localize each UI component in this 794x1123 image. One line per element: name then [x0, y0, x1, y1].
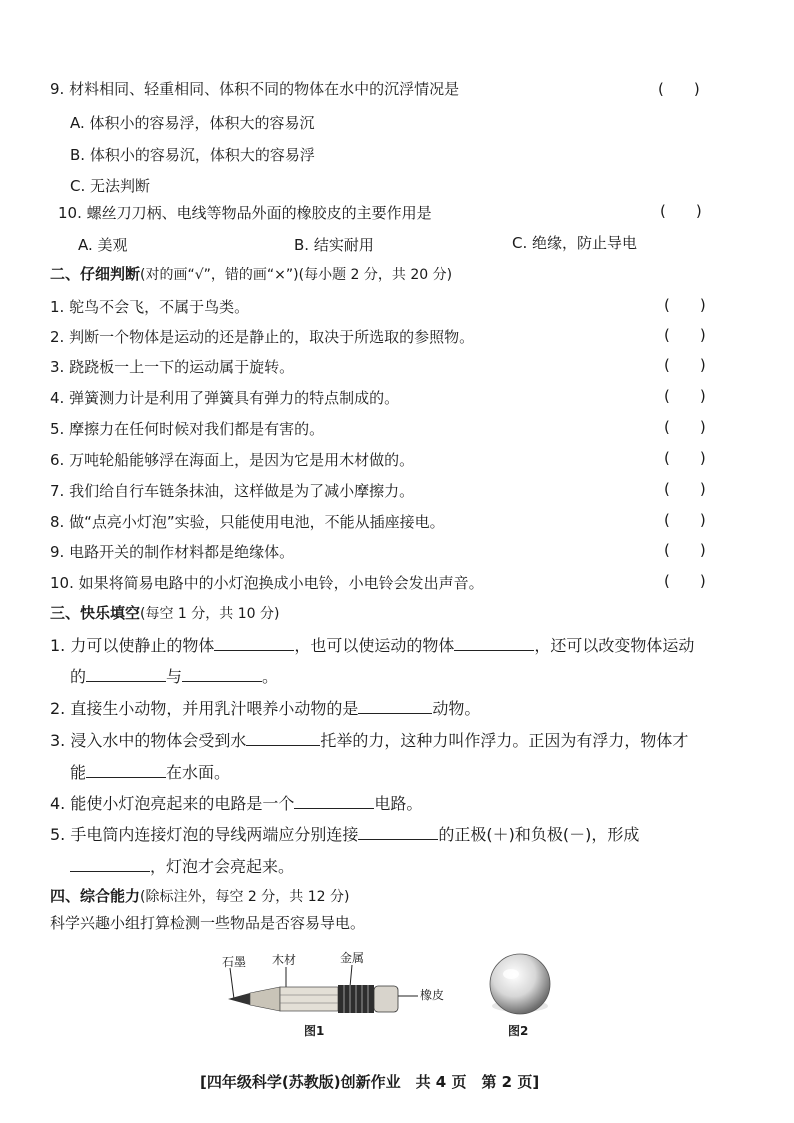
judge-paren[interactable]: ( ) — [664, 356, 706, 374]
judge-paren[interactable]: ( ) — [664, 511, 706, 529]
fill-blank[interactable] — [86, 761, 166, 778]
q9-answer-paren[interactable]: ( ) — [658, 80, 700, 98]
q9-option-b: B. 体积小的容易沉，体积大的容易浮 — [70, 146, 315, 164]
fill-blank[interactable] — [86, 665, 166, 682]
fill-text: 5. 手电筒内连接灯泡的导线两端应分别连接 — [50, 825, 359, 844]
label-graphite: 石墨 — [222, 955, 247, 969]
fig1-caption: 图1 — [304, 1024, 325, 1038]
judge-paren[interactable]: ( ) — [664, 296, 706, 314]
section2-heading — [50, 263, 452, 286]
fill-text: 3. 浸入水中的物体会受到水 — [50, 731, 247, 750]
fill-blank[interactable] — [214, 634, 294, 651]
fill-text: 4. 能使小灯泡亮起来的电路是一个 — [50, 794, 295, 813]
judge-paren[interactable]: ( ) — [664, 541, 706, 559]
fill-q3-line2 — [70, 761, 230, 784]
section2-title: 二、仔细判断 — [50, 265, 141, 283]
fill-text: 托举的力，这种力叫作浮力。正因为有浮力，物体才 — [320, 731, 689, 750]
fill-text: ，灯泡才会亮起来。 — [150, 857, 295, 876]
judge-item: 5. 摩擦力在任何时候对我们都是有害的。 — [50, 420, 325, 438]
fill-text: 的 — [70, 667, 87, 686]
judge-item: 3. 跷跷板一上一下的运动属于旋转。 — [50, 358, 295, 376]
fig2-caption: 图2 — [508, 1024, 529, 1038]
q9-option-a: A. 体积小的容易浮，体积大的容易沉 — [70, 114, 315, 132]
page-footer: [四年级科学(苏教版)创新作业 共 4 页 第 2 页] — [200, 1073, 540, 1091]
q10-option-b: B. 结实耐用 — [294, 236, 374, 254]
section4-note: (除标注外，每空 2 分，共 12 分) — [140, 889, 350, 905]
fill-text: ，还可以改变物体运动 — [534, 636, 695, 655]
fill-text: 的正极(＋)和负极(－)，形成 — [438, 825, 640, 844]
fill-text: 能 — [70, 763, 87, 782]
q10-option-a: A. 美观 — [78, 236, 128, 254]
judge-paren[interactable]: ( ) — [664, 449, 706, 467]
label-metal: 金属 — [340, 951, 365, 965]
fill-blank[interactable] — [70, 855, 150, 872]
judge-item: 6. 万吨轮船能够浮在海面上，是因为它是用木材做的。 — [50, 451, 415, 469]
fill-blank[interactable] — [454, 634, 534, 651]
pearl-figure — [475, 950, 565, 1020]
fill-q1-line1 — [50, 634, 694, 657]
fill-blank[interactable] — [358, 823, 438, 840]
fill-q2 — [50, 697, 480, 720]
q9-option-c: C. 无法判断 — [70, 177, 151, 195]
judge-paren[interactable]: ( ) — [664, 480, 706, 498]
section3-heading — [50, 602, 279, 625]
judge-paren[interactable]: ( ) — [664, 326, 706, 344]
section3-note: (每空 1 分，共 10 分) — [140, 606, 280, 622]
fill-text: 与 — [166, 667, 183, 686]
judge-item: 2. 判断一个物体是运动的还是静止的，取决于所选取的参照物。 — [50, 328, 475, 346]
fill-blank[interactable] — [358, 697, 432, 714]
fill-blank[interactable] — [294, 792, 374, 809]
fill-text: 动物。 — [432, 699, 481, 718]
section4-intro: 科学兴趣小组打算检测一些物品是否容易导电。 — [50, 914, 366, 932]
fill-text: ，也可以使运动的物体 — [294, 636, 455, 655]
judge-item: 7. 我们给自行车链条抹油，这样做是为了减小摩擦力。 — [50, 482, 415, 500]
judge-paren[interactable]: ( ) — [664, 387, 706, 405]
judge-paren[interactable]: ( ) — [664, 572, 706, 590]
q10-option-c: C. 绝缘，防止导电 — [512, 234, 638, 252]
fill-q1-line2 — [70, 665, 278, 688]
fill-q3-line1 — [50, 729, 688, 752]
section3-title: 三、快乐填空 — [50, 604, 141, 622]
judge-item: 8. 做“点亮小灯泡”实验，只能使用电池，不能从插座接电。 — [50, 513, 445, 531]
fill-text: 1. 力可以使静止的物体 — [50, 636, 215, 655]
fill-text: 在水面。 — [166, 763, 231, 782]
pencil-figure — [220, 965, 430, 1015]
judge-item: 10. 如果将简易电路中的小灯泡换成小电铃，小电铃会发出声音。 — [50, 574, 484, 592]
section4-heading — [50, 885, 349, 908]
q9-stem: 9. 材料相同、轻重相同、体积不同的物体在水中的沉浮情况是 — [50, 80, 460, 98]
fill-text: 电路。 — [374, 794, 423, 813]
judge-item: 9. 电路开关的制作材料都是绝缘体。 — [50, 543, 295, 561]
label-eraser: 橡皮 — [420, 988, 445, 1002]
fill-q5-line1 — [50, 823, 639, 846]
judge-paren[interactable]: ( ) — [664, 418, 706, 436]
fill-text: 。 — [262, 667, 279, 686]
fill-blank[interactable] — [182, 665, 262, 682]
label-wood: 木材 — [272, 953, 297, 967]
fill-q5-line2 — [70, 855, 294, 878]
fill-blank[interactable] — [246, 729, 320, 746]
section2-note: (对的画“√”，错的画“×”)(每小题 2 分，共 20 分) — [140, 267, 453, 283]
judge-item: 4. 弹簧测力计是利用了弹簧具有弹力的特点制成的。 — [50, 389, 400, 407]
fill-q4 — [50, 792, 422, 815]
fill-text: 2. 直接生小动物，并用乳汁喂养小动物的是 — [50, 699, 359, 718]
q10-answer-paren[interactable]: ( ) — [660, 202, 702, 220]
q10-stem: 10. 螺丝刀刀柄、电线等物品外面的橡胶皮的主要作用是 — [58, 204, 432, 222]
section4-title: 四、综合能力 — [50, 887, 141, 905]
judge-item: 1. 鸵鸟不会飞，不属于鸟类。 — [50, 298, 250, 316]
